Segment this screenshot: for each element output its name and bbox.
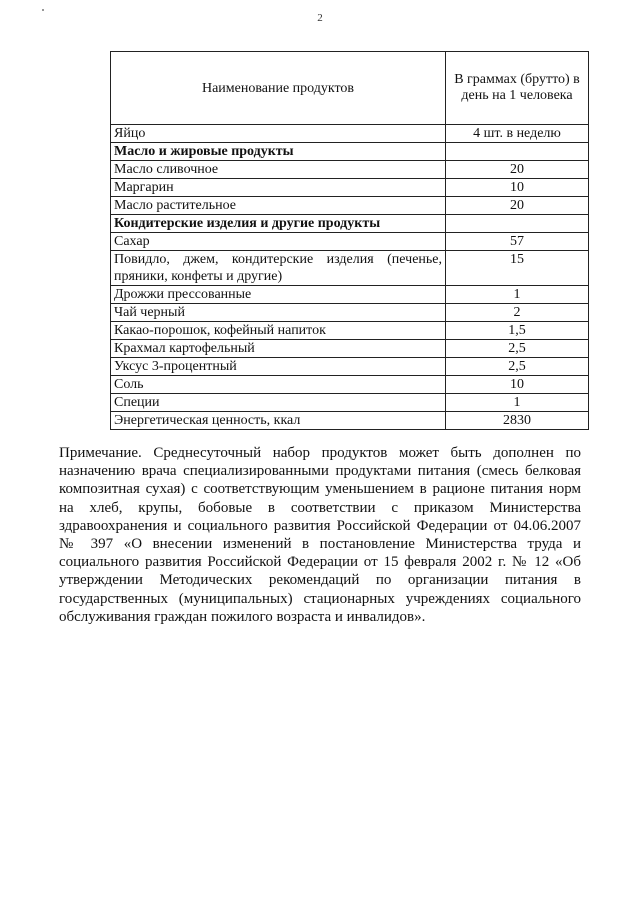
table-row [111,376,589,394]
grams-value-cell: 10 [446,179,589,197]
grams-value-cell: 2,5 [446,340,589,358]
product-name-cell: Энергетическая ценность, ккал [111,412,446,430]
table-row [111,394,589,412]
product-name-cell: Маргарин [111,179,446,197]
table-row [111,125,589,143]
grams-value-cell: 1 [446,394,589,412]
table-section-row [111,143,589,161]
header-product-name: Наименование продуктов [111,52,446,125]
product-name-cell: Дрожжи прессованные [111,286,446,304]
product-name-cell: Крахмал картофельный [111,340,446,358]
table-row [111,251,589,286]
product-name-cell: Чай черный [111,304,446,322]
table-row [111,340,589,358]
table-row [111,286,589,304]
table-row [111,161,589,179]
grams-value-cell: 57 [446,233,589,251]
product-name-cell: Яйцо [111,125,446,143]
food-norms-table-wrapper [110,51,588,430]
page-number: 2 [317,12,323,24]
grams-value-cell: 2 [446,304,589,322]
product-name-cell: Уксус 3-процентный [111,358,446,376]
grams-value-cell [446,143,589,161]
grams-value-cell: 10 [446,376,589,394]
table-row [111,179,589,197]
section-title: Масло и жировые продукты [111,143,446,161]
table-body [111,125,589,430]
product-name-cell: Масло сливочное [111,161,446,179]
product-name-cell: Соль [111,376,446,394]
note-paragraph: Примечание. Среднесуточный набор продуктов может быть дополнен по назначению врача специализированными продуктами питания (смесь белковая композитная сухая) с соответствующим уменьшением в рационе питания норм на хлеб, крупы, бобовые в соответствии с приказом Министерства здравоохранения и социального развития Российской Федерации от 04.06.2007 № 397 «О внесении изменений в постановление Министерства труда и социального развития Российской Федерации от 15 февраля 2002 г. № 12 «Об утверждении Методических рекомендаций по организации питания в государственных (муниципальных) стационарных учреждениях социального обслуживания граждан пожилого возраста и инвалидов». [59,445,581,625]
header-grams-per-day: В граммах (брутто) в день на 1 человека [446,52,589,125]
product-name-cell: Сахар [111,233,446,251]
table-row [111,304,589,322]
food-norms-table [110,51,589,430]
table-row [111,233,589,251]
grams-value-cell: 2,5 [446,358,589,376]
table-row [111,322,589,340]
section-title: Кондитерские изделия и другие продукты [111,215,446,233]
grams-value-cell: 15 [446,251,589,286]
grams-value-cell: 1 [446,286,589,304]
product-name-cell: Специи [111,394,446,412]
grams-value-cell: 20 [446,197,589,215]
table-section-row [111,215,589,233]
grams-value-cell [446,215,589,233]
scan-speck [42,9,44,11]
table-row [111,358,589,376]
table-row [111,412,589,430]
product-name-cell: Масло растительное [111,197,446,215]
grams-value-cell: 20 [446,161,589,179]
table-header-row [111,52,589,125]
product-name-cell: Повидло, джем, кондитерские изделия (печенье, пряники, конфеты и другие) [111,251,446,286]
grams-value-cell: 4 шт. в неделю [446,125,589,143]
table-row [111,197,589,215]
product-name-cell: Какао-порошок, кофейный напиток [111,322,446,340]
grams-value-cell: 1,5 [446,322,589,340]
grams-value-cell: 2830 [446,412,589,430]
